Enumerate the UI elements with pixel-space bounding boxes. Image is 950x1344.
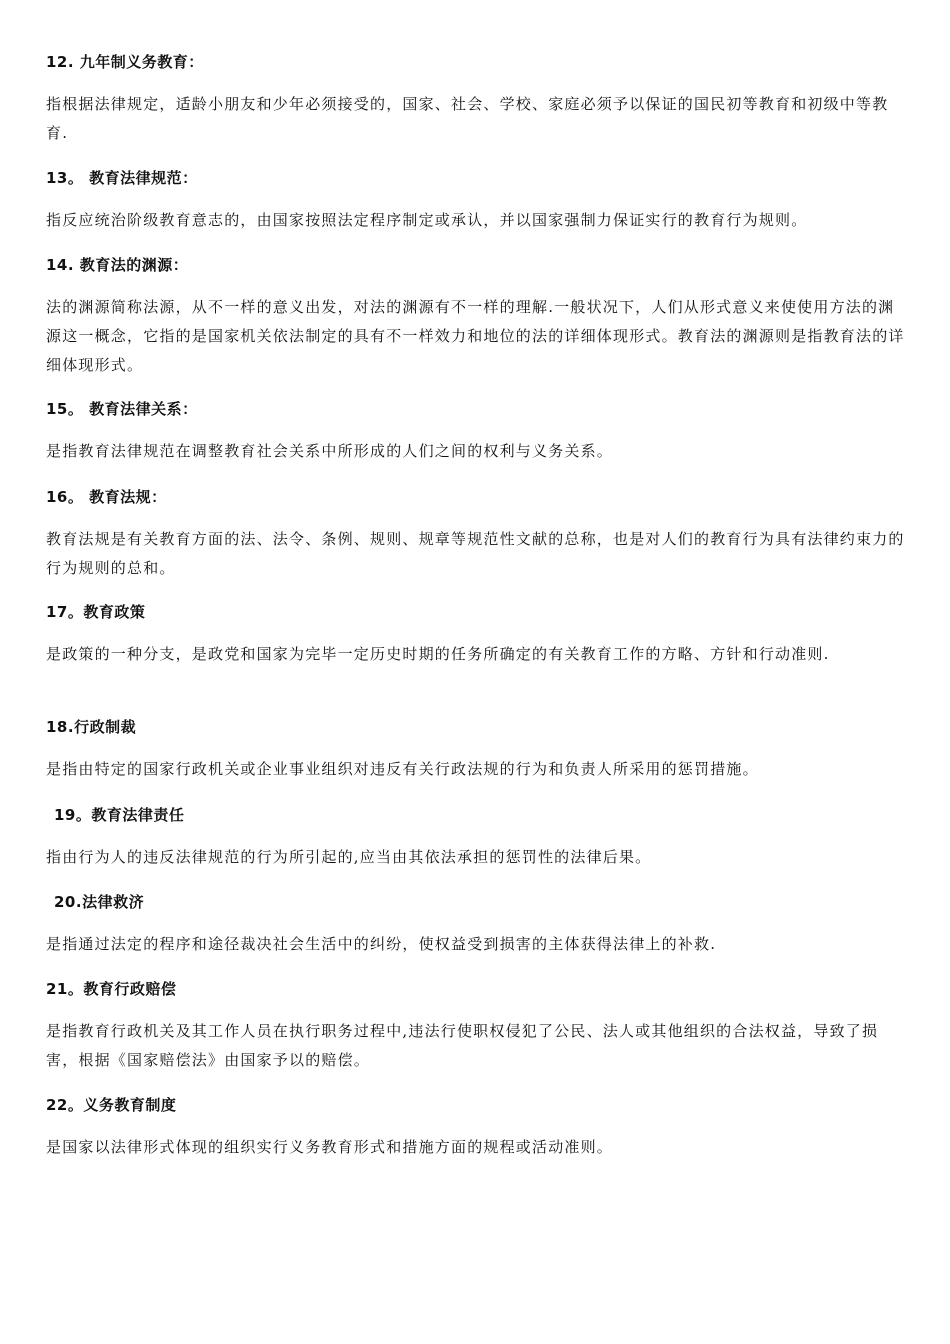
glossary-entry-19 — [46, 804, 908, 872]
entry-term: 13。 教育法律规范： — [46, 169, 198, 187]
entry-term: 19。教育法律责任 — [54, 806, 185, 824]
entry-definition: 是国家以法律形式体现的组织实行义务教育形式和措施方面的规程或活动准则。 — [46, 1138, 614, 1156]
glossary-entry-14 — [46, 254, 908, 380]
entry-definition: 指反应统治阶级教育意志的，由国家按照法定程序制定或承认，并以国家强制力保证实行的教育行为规则。 — [46, 211, 808, 229]
entry-term: 16。 教育法规： — [46, 488, 167, 506]
glossary-entry-12 — [46, 51, 908, 148]
entry-definition: 是指通过法定的程序和途径裁决社会生活中的纠纷，使权益受到损害的主体获得法律上的补救. — [46, 935, 717, 953]
glossary-entry-13 — [46, 167, 908, 235]
entry-term: 20.法律救济 — [54, 893, 145, 911]
glossary-entry-16 — [46, 486, 908, 583]
entry-term: 14. 教育法的渊源： — [46, 256, 189, 274]
glossary-entry-20 — [46, 891, 908, 959]
glossary-entry-15 — [46, 398, 908, 466]
entry-definition: 法的渊源简称法源，从不一样的意义出发，对法的渊源有不一样的理解.一般状况下，人们从形式意义来使使用方法的渊源这一概念，它指的是国家机关依法制定的具有不一样效力和地位的法的详细体现形式。教育法的渊源则是指教育法的详细体现形式。 — [46, 298, 905, 374]
glossary-entry-22 — [46, 1094, 908, 1162]
entry-term: 12. 九年制义务教育： — [46, 53, 204, 71]
entry-definition: 是指教育行政机关及其工作人员在执行职务过程中,违法行使职权侵犯了公民、法人或其他组织的合法权益，导致了损害，根据《国家赔偿法》由国家予以的赔偿。 — [46, 1022, 879, 1069]
glossary-entry-21 — [46, 978, 908, 1075]
entry-term: 17。教育政策 — [46, 603, 146, 621]
entry-term: 22。义务教育制度 — [46, 1096, 177, 1114]
entry-definition: 是政策的一种分支，是政党和国家为完毕一定历史时期的任务所确定的有关教育工作的方略、方针和行动准则. — [46, 645, 830, 663]
entry-definition: 指由行为人的违反法律规范的行为所引起的,应当由其依法承担的惩罚性的法律后果。 — [46, 848, 652, 866]
glossary-entry-18 — [46, 716, 908, 784]
entry-term: 18.行政制裁 — [46, 718, 137, 736]
entry-term: 21。教育行政赔偿 — [46, 980, 177, 998]
entry-definition: 是指教育法律规范在调整教育社会关系中所形成的人们之间的权利与义务关系。 — [46, 442, 614, 460]
entry-term: 15。 教育法律关系： — [46, 400, 198, 418]
entry-definition: 是指由特定的国家行政机关或企业事业组织对违反有关行政法规的行为和负责人所采用的惩罚措施。 — [46, 760, 759, 778]
entry-definition: 指根据法律规定，适龄小朋友和少年必须接受的，国家、社会、学校、家庭必须予以保证的国民初等教育和初级中等教育. — [46, 95, 889, 142]
entry-definition: 教育法规是有关教育方面的法、法令、条例、规则、规章等规范性文献的总称，也是对人们的教育行为具有法律约束力的行为规则的总和。 — [46, 530, 905, 577]
glossary-entry-17 — [46, 601, 908, 669]
